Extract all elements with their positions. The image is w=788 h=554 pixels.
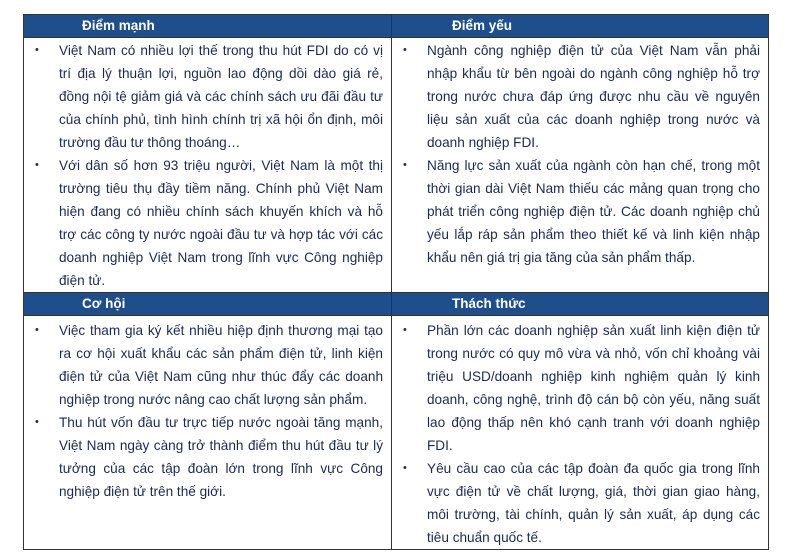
list-item: • Thu hút vốn đầu tư trực tiếp nước ngoài tăng mạnh, Việt Nam ngày càng trở thành điểm thu hút đầu tư lý tưởng của các tập đoàn lớn trong lĩnh vực Công nghiệp điện tử trên thế giới.: [24, 411, 391, 503]
strengths-header: Điểm mạnh: [24, 15, 392, 38]
threats-list: [392, 319, 768, 549]
bullet-icon: •: [403, 44, 407, 56]
bullet-icon: •: [35, 324, 39, 336]
strengths-cell: [24, 38, 392, 293]
bullet-icon: •: [403, 462, 407, 474]
bullet-icon: •: [403, 159, 407, 171]
list-item: • Việt Nam có nhiều lợi thế trong thu hút FDI do có vị trí địa lý thuận lợi, nguồn lao động dồi dào giá rẻ, đồng nội tệ giảm giá và các chính sách ưu đãi đầu tư của chính phủ, tình hình chính trị xã hội ổn định, môi trường đầu tư thông thoáng…: [24, 39, 391, 154]
threats-header: Thách thức: [392, 293, 769, 316]
opportunities-cell: [24, 316, 392, 550]
weaknesses-list: [392, 39, 768, 269]
list-item: • Việc tham gia ký kết nhiều hiệp định thương mại tạo ra cơ hội xuất khẩu các sản phẩm điện tử, linh kiện điện tử của Việt Nam cũng như thúc đẩy các doanh nghiệp trong nước nâng cao chất lượng sản phẩm.: [24, 319, 391, 411]
list-item: • Với dân số hơn 93 triệu người, Việt Nam là một thị trường tiêu thụ đầy tiềm năng. Chính phủ Việt Nam hiện đang có nhiều chính sách khuyến khích và hỗ trợ các công ty nước ngoài đầu tư và hợp tác với các doanh nghiệp Việt Nam trong lĩnh vực Công nghiệp điện tử.: [24, 154, 391, 292]
weaknesses-cell: [392, 38, 769, 293]
bullet-icon: •: [35, 44, 39, 56]
swot-table: [23, 14, 769, 550]
list-item: • Năng lực sản xuất của ngành còn hạn chế, trong một thời gian dài Việt Nam thiếu các mảng quan trọng cho phát triển công nghiệp điện tử. Các doanh nghiệp chủ yếu lắp ráp sản phẩm theo thiết kế và linh kiện nhập khẩu nên giá trị gia tăng của sản phẩm thấp.: [392, 154, 768, 269]
threats-cell: [392, 316, 769, 550]
list-item: • Ngành công nghiệp điện tử của Việt Nam vẫn phải nhập khẩu từ bên ngoài do ngành công nghiệp hỗ trợ trong nước chưa đáp ứng được nhu cầu về nguyên liệu sản xuất của các doanh nghiệp trong nước và doanh nghiệp FDI.: [392, 39, 768, 154]
list-item: • Yêu cầu cao của các tập đoàn đa quốc gia trong lĩnh vực điện tử về chất lượng, giá, thời gian giao hàng, môi trường, tài chính, quản lý sản xuất, áp dụng các tiêu chuẩn quốc tế.: [392, 457, 768, 549]
strengths-list: [24, 39, 391, 292]
list-item: • Phần lớn các doanh nghiệp sản xuất linh kiện điện tử trong nước có quy mô vừa và nhỏ, vốn chỉ khoảng vài triệu USD/doanh nghiệp kinh nghiệm quản lý kinh doanh, công nghệ, trình độ cán bộ còn yếu, năng suất lao động thấp nên khó cạnh tranh với doanh nghiệp FDI.: [392, 319, 768, 457]
opportunities-list: [24, 319, 391, 503]
weaknesses-header: Điểm yếu: [392, 15, 769, 38]
bullet-icon: •: [35, 159, 39, 171]
bullet-icon: •: [403, 324, 407, 336]
bullet-icon: •: [35, 416, 39, 428]
opportunities-header: Cơ hội: [24, 293, 392, 316]
